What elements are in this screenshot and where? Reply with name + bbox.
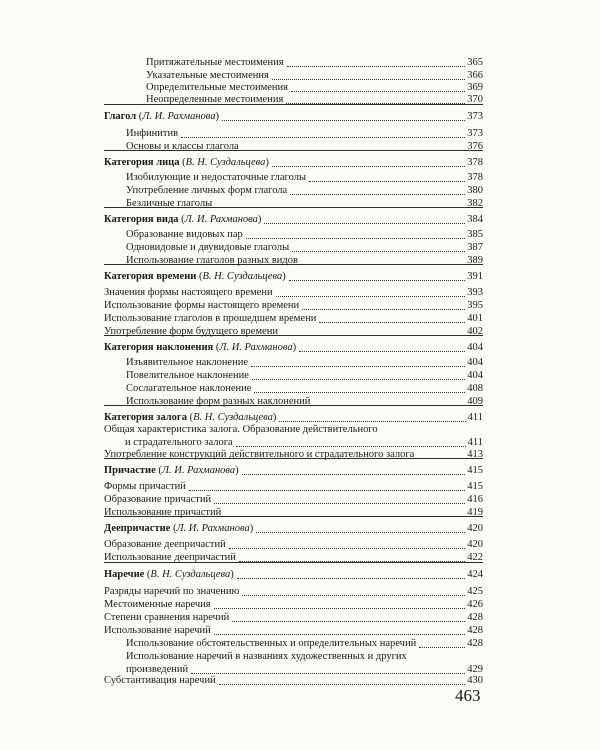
dot-leader (246, 237, 465, 239)
dot-leader (214, 607, 466, 609)
dot-leader (224, 515, 465, 517)
toc-entry-title: Основы и классы глагола (126, 141, 239, 152)
toc-page-number: 369 (467, 82, 483, 93)
toc-page-number: 430 (467, 675, 483, 686)
section-title: Наречие (В. Н. Суздальцева) (104, 569, 234, 580)
dot-leader (242, 473, 466, 475)
toc-page-number: 416 (467, 494, 483, 505)
toc-entry[interactable] (104, 493, 483, 506)
dot-leader (237, 577, 466, 579)
dot-leader (290, 193, 465, 195)
toc-entry-title: Местоименные наречия (104, 599, 211, 610)
toc-entry-title: произведений (126, 664, 189, 675)
toc-entry-title: Изобилующие и недостаточные глаголы (126, 172, 307, 183)
dot-leader (419, 646, 465, 648)
section-author: Л. И. Рахманова (176, 523, 250, 534)
dot-leader (291, 90, 465, 92)
toc-page-number: 382 (467, 198, 483, 209)
toc-entry[interactable] (104, 312, 483, 325)
dot-leader (232, 620, 465, 622)
toc-entry[interactable] (146, 93, 483, 106)
toc-entry[interactable] (104, 538, 483, 551)
dot-leader (286, 102, 465, 104)
toc-entry[interactable] (126, 637, 483, 650)
dot-leader (292, 250, 465, 252)
toc-entry-title: Использование обстоятельственных и определительных наречий (126, 638, 417, 649)
toc-page-number: 402 (467, 326, 483, 337)
toc-entry-title: Образование деепричастий (104, 539, 226, 550)
toc-page-number: 404 (467, 357, 483, 368)
toc-section-heading[interactable] (104, 341, 483, 354)
section-author: Л. И. Рахманова (219, 342, 293, 353)
toc-page-number: 401 (467, 313, 483, 324)
toc-section-heading[interactable] (104, 213, 483, 226)
dot-leader (302, 308, 465, 310)
toc-entry-title: Употребление личных форм глагола (126, 185, 288, 196)
toc-entry[interactable] (126, 382, 483, 395)
toc-page-number: 425 (467, 586, 483, 597)
toc-page-number: 391 (467, 271, 483, 282)
dot-leader (236, 445, 466, 447)
toc-entry[interactable] (146, 56, 483, 69)
toc-entry[interactable] (104, 585, 483, 598)
toc-entry[interactable] (104, 611, 483, 624)
section-title: Деепричастие (Л. И. Рахманова) (104, 523, 254, 534)
section-author: В. Н. Суздальцева (185, 157, 266, 168)
toc-page-number: 415 (467, 465, 483, 476)
section-title: Категория залога (В. Н. Суздальцева) (104, 412, 277, 423)
toc-entry[interactable] (126, 241, 483, 254)
toc-page-number: 424 (467, 569, 483, 580)
toc-entry-title: Изъявительное наклонение (126, 357, 248, 368)
toc-entry-title: Значения формы настоящего времени (104, 287, 273, 298)
toc-entry-title: Определительные местоимения (146, 82, 288, 93)
section-author: Л. И. Рахманова (142, 111, 216, 122)
dot-leader (239, 560, 465, 562)
dot-leader (299, 350, 465, 352)
toc-page-number: 428 (467, 625, 483, 636)
toc-page-number: 419 (467, 507, 483, 518)
toc-page-number: 395 (467, 300, 483, 311)
dot-leader (215, 206, 465, 208)
toc-entry[interactable] (126, 228, 483, 241)
toc-entry[interactable] (104, 448, 483, 461)
toc-entry-title: Использование наречий (104, 625, 211, 636)
section-title: Категория лица (В. Н. Суздальцева) (104, 157, 269, 168)
toc-page-number: 378 (467, 172, 483, 183)
section-author: В. Н. Суздальцева (150, 569, 231, 580)
dot-leader (214, 633, 465, 635)
toc-entry-title: Использование деепричастий (104, 552, 236, 563)
toc-entry-title: Использование глаголов в прошедшем времени (104, 313, 317, 324)
section-title: Категория вида (Л. И. Рахманова) (104, 214, 262, 225)
toc-page-number: 429 (467, 664, 483, 675)
toc-page-number: 370 (467, 94, 483, 105)
toc-entry-title: Использование формы настоящего времени (104, 300, 300, 311)
dot-leader (313, 404, 465, 406)
dot-leader (417, 457, 465, 459)
dot-leader (276, 295, 466, 297)
dot-leader (254, 391, 465, 393)
toc-entry-title: Употребление форм будущего времени (104, 326, 278, 337)
dot-leader (181, 136, 465, 138)
toc-entry[interactable] (126, 254, 483, 267)
toc-page-number: 384 (467, 214, 483, 225)
toc-entry[interactable] (126, 395, 483, 408)
toc-page-number: 404 (467, 370, 483, 381)
toc-entry-title: Субстантивация наречий (104, 675, 216, 686)
section-name: Деепричастие (104, 523, 171, 534)
toc-entry-title: Безличные глаголы (126, 198, 213, 209)
toc-section-heading[interactable] (104, 110, 483, 123)
toc-entry-title: Одновидовые и двувидовые глаголы (126, 242, 290, 253)
section-name: Категория наклонения (104, 342, 214, 353)
dot-leader (272, 165, 465, 167)
toc-entry[interactable] (126, 184, 483, 197)
toc-entry-title: Разряды наречий по значению (104, 586, 240, 597)
toc-entry[interactable] (104, 551, 483, 564)
toc-page-number: 428 (467, 638, 483, 649)
section-name: Наречие (104, 569, 145, 580)
dot-leader (256, 531, 465, 533)
toc-page-number: 404 (467, 342, 483, 353)
toc-entry[interactable] (104, 480, 483, 493)
dot-leader (229, 547, 465, 549)
toc-page-number: 411 (467, 437, 483, 448)
dot-leader (252, 378, 465, 380)
section-name: Причастие (104, 465, 156, 476)
dot-leader (189, 489, 465, 491)
toc-section-heading[interactable] (104, 270, 483, 283)
dot-leader (289, 279, 466, 281)
dot-leader (214, 502, 465, 504)
section-title: Причастие (Л. И. Рахманова) (104, 465, 239, 476)
toc-entry-title: Указательные местоимения (146, 70, 269, 81)
toc-entry-title: Использование глаголов разных видов (126, 255, 298, 266)
toc-section-heading[interactable] (104, 464, 483, 477)
toc-entry-line1: Использование наречий в названиях художественных и других (126, 651, 407, 662)
toc-entry[interactable] (126, 127, 483, 140)
toc-page-number: 420 (467, 539, 483, 550)
toc-entry-title: Формы причастий (104, 481, 186, 492)
section-name: Категория времени (104, 271, 197, 282)
dot-leader (319, 321, 465, 323)
toc-entry-title: Образование причастий (104, 494, 212, 505)
toc-page-number: 411 (467, 412, 483, 423)
dot-leader (222, 119, 465, 121)
toc-entry[interactable] (126, 171, 483, 184)
toc-entry-title: Степени сравнения наречий (104, 612, 230, 623)
dot-leader (242, 149, 466, 151)
toc-entry-title: и страдательного залога (125, 437, 233, 448)
toc-page-number: 420 (467, 523, 483, 534)
dot-leader (264, 222, 465, 224)
section-title: Глагол (Л. И. Рахманова) (104, 111, 220, 122)
section-author: Л. И. Рахманова (184, 214, 258, 225)
dot-leader (301, 263, 465, 265)
toc-entry[interactable] (126, 140, 483, 153)
toc-entry[interactable] (126, 356, 483, 369)
section-name: Категория лица (104, 157, 180, 168)
toc-entry-title: Употребление конструкций действительного и страдательного залога (104, 449, 415, 460)
toc-page-number: 387 (467, 242, 483, 253)
toc-entry[interactable] (104, 674, 483, 687)
section-author: Л. И. Рахманова (161, 465, 236, 476)
dot-leader (279, 420, 465, 422)
dot-leader (251, 365, 465, 367)
dot-leader (272, 78, 465, 80)
toc-page-number: 422 (467, 552, 483, 563)
toc-entry[interactable] (104, 598, 483, 611)
toc-page-number: 376 (467, 141, 483, 152)
toc-entry-title: Неопределенные местоимения (146, 94, 284, 105)
toc-entry[interactable] (104, 624, 483, 637)
toc-entry[interactable] (104, 299, 483, 312)
toc-entry[interactable] (126, 369, 483, 382)
toc-page-number: 380 (467, 185, 483, 196)
toc-page-number: 413 (467, 449, 483, 460)
toc-entry-title: Притяжательные местоимения (146, 57, 284, 68)
toc-entry-title: Образование видовых пар (126, 229, 243, 240)
section-name: Глагол (104, 111, 137, 122)
section-author: В. Н. Суздальцева (202, 271, 283, 282)
dot-leader (219, 683, 466, 685)
toc-section-heading[interactable] (104, 522, 483, 535)
toc-page-number: 409 (467, 396, 483, 407)
toc-page-number: 385 (467, 229, 483, 240)
dot-leader (309, 180, 465, 182)
toc-entry[interactable] (126, 197, 483, 210)
toc-section-heading[interactable] (104, 568, 483, 581)
section-name: Категория залога (104, 412, 187, 423)
section-title: Категория времени (В. Н. Суздальцева) (104, 271, 286, 282)
toc-entry-title: Повелительное наклонение (126, 370, 249, 381)
section-author: В. Н. Суздальцева (193, 412, 273, 423)
toc-page-number: 365 (467, 57, 483, 68)
section-name: Категория вида (104, 214, 179, 225)
dot-leader (281, 334, 465, 336)
toc-page-number: 373 (467, 128, 483, 139)
toc-entry[interactable] (104, 506, 483, 519)
toc-page-number: 426 (467, 599, 483, 610)
toc-page-number: 428 (467, 612, 483, 623)
dot-leader (242, 594, 465, 596)
dot-leader (287, 65, 466, 67)
toc-page-number: 378 (467, 157, 483, 168)
toc-page-number: 366 (467, 70, 483, 81)
toc-page-number: 389 (467, 255, 483, 266)
toc-page-number: 408 (467, 383, 483, 394)
toc-entry-title: Использование форм разных наклонений (126, 396, 311, 407)
toc-section-heading[interactable] (104, 156, 483, 169)
toc-page-number: 415 (467, 481, 483, 492)
toc-page-number: 393 (467, 287, 483, 298)
toc-entry-title: Инфинитив (126, 128, 179, 139)
toc-entry-title: Сослагательное наклонение (126, 383, 252, 394)
toc-entry-title: Использование причастий (104, 507, 222, 518)
toc-entry[interactable] (104, 325, 483, 338)
toc-entry[interactable] (104, 286, 483, 299)
page-number: 463 (455, 686, 481, 705)
toc-entry-line1: Общая характеристика залога. Образование действительного (104, 424, 378, 435)
toc-page-number: 373 (467, 111, 483, 122)
section-title: Категория наклонения (Л. И. Рахманова) (104, 342, 297, 353)
